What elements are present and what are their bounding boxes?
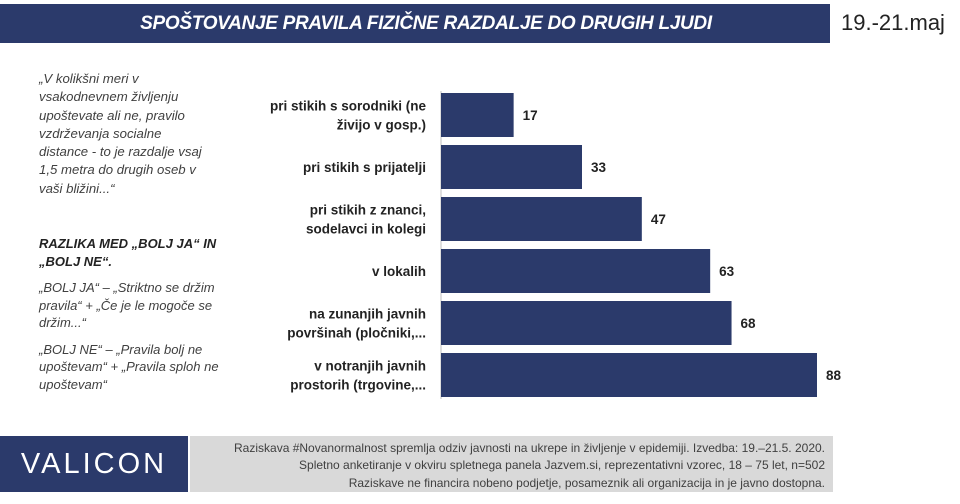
logo-text: VALICON xyxy=(20,447,168,480)
bar-1 xyxy=(441,145,582,189)
category-label-2-0: pri stikih z znanci, xyxy=(309,202,426,218)
category-label-5-1: prostorih (trgovine,... xyxy=(290,377,426,393)
category-label-1-0: pri stikih s prijatelji xyxy=(302,160,426,175)
valicon-logo xyxy=(0,436,188,492)
value-label-0: 17 xyxy=(522,108,538,123)
bar-4 xyxy=(441,301,732,345)
category-label-3-0: v lokalih xyxy=(371,264,426,279)
difference-note xyxy=(39,235,229,393)
note-heading: RAZLIKA MED „BOLJ JA“ IN „BOLJ NE“. xyxy=(39,236,217,269)
note-item-bolj-ja: „BOLJ JA“ – „Striktno se držim pravila“ + „Če je le mogoče se držim...“ xyxy=(39,280,215,330)
category-label-0-0: pri stikih s sorodniki (ne xyxy=(269,98,426,114)
footer-line-1: Raziskava #Novanormalnost spremlja odziv javnosti na ukrepe in življenje v epidemiji. Izvedba: 19.–21.5. 2020. xyxy=(234,441,825,455)
survey-question: „V kolikšni meri v vsakodnevnem življenju upoštevate ali ne, pravilo vzdrževanja socialne distance - to je razdalje vsaj 1,5 metra do drugih oseb v vaši bližini...“ xyxy=(39,71,202,196)
bar-5 xyxy=(441,353,817,397)
category-label-0-1: živijo v gosp.) xyxy=(336,117,426,133)
category-label-4-0: na zunanjih javnih xyxy=(308,306,426,322)
value-label-1: 33 xyxy=(591,160,607,175)
footer-line-3: Raziskave ne financira nobeno podjetje, posameznik ali organizacija in je javno dostopna. xyxy=(348,475,825,490)
footer-line-2: Spletno anketiranje v okviru spletnega panela Jazvem.si, reprezentativni vzorec, 18 – 75 let, n=502 xyxy=(299,458,825,473)
bar-2 xyxy=(441,197,642,241)
survey-date: 19.-21.maj xyxy=(841,10,945,35)
bar-0 xyxy=(441,93,514,137)
value-label-3: 63 xyxy=(719,264,735,279)
value-label-2: 47 xyxy=(650,212,666,227)
category-label-2-1: sodelavci in kolegi xyxy=(305,221,426,237)
page-title: SPOŠTOVANJE PRAVILA FIZIČNE RAZDALJE DO DRUGIH LJUDI xyxy=(140,12,712,34)
category-label-4-1: površinah (pločniki,... xyxy=(287,325,426,341)
value-label-5: 88 xyxy=(826,368,842,383)
bar-chart xyxy=(230,80,850,400)
category-label-5-0: v notranjih javnih xyxy=(314,358,426,374)
footer-note xyxy=(190,436,833,492)
bar-3 xyxy=(441,249,710,293)
title-bar xyxy=(0,4,830,43)
note-item-bolj-ne: „BOLJ NE“ – „Pravila bolj ne upoštevam“ + „Pravila sploh ne upoštevam“ xyxy=(39,341,219,392)
value-label-4: 68 xyxy=(740,316,756,331)
